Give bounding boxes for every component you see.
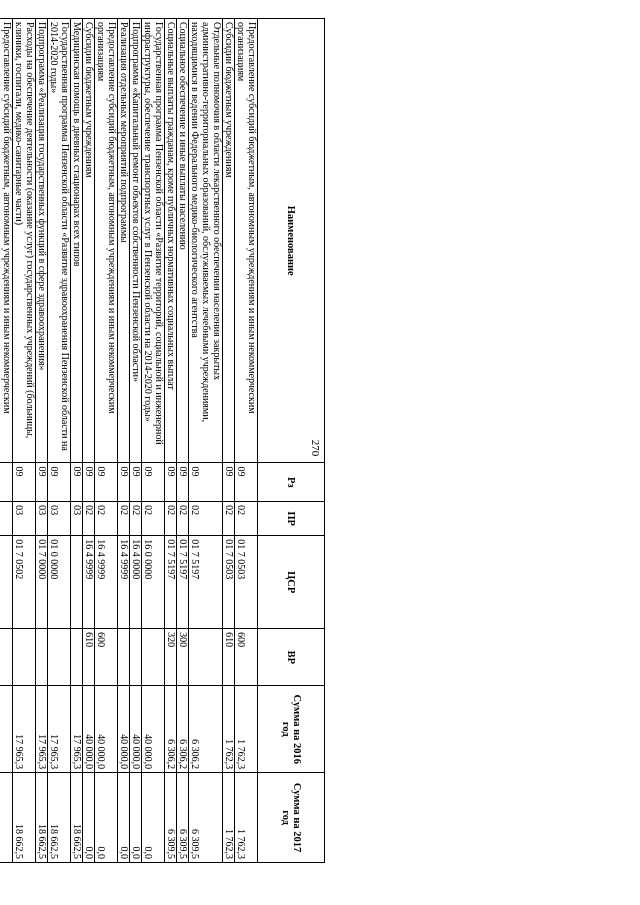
cell-csr: 16 4 9999	[118, 536, 130, 629]
cell-sum-2017	[0, 773, 13, 863]
cell-pr: 02	[130, 502, 142, 536]
cell-vr	[130, 629, 142, 686]
cell-rz: 09	[142, 463, 165, 502]
cell-sum-2016: 6 306,2	[189, 686, 223, 773]
table-row	[0, 19, 13, 863]
cell-sum-2017: 18 662,5	[48, 773, 71, 863]
cell-rz: 09	[118, 463, 130, 502]
cell-name: Подпрограмма «Реализация государственных функций в сфере здравоохранения»	[36, 19, 48, 463]
cell-sum-2016: 40 000,0	[95, 686, 118, 773]
table-row	[13, 19, 36, 863]
cell-csr	[0, 536, 13, 629]
table-row	[118, 19, 130, 863]
cell-sum-2017: 0,0	[83, 773, 95, 863]
cell-sum-2017: 6 309,5	[189, 773, 223, 863]
cell-name: Субсидии бюджетным учреждениям	[83, 19, 95, 463]
cell-vr	[0, 629, 13, 686]
cell-pr: 03	[13, 502, 36, 536]
cell-name: Расходы на обеспечение деятельности (оказание услуг) государственных учреждений (больницы, клиники, госпитали, медико-санитарные части)	[13, 19, 36, 463]
cell-vr: 610	[223, 629, 235, 686]
cell-rz: 09	[223, 463, 235, 502]
table-row	[130, 19, 142, 863]
cell-sum-2017: 6 309,5	[177, 773, 189, 863]
cell-csr: 16 4 9999	[83, 536, 95, 629]
header-csr: ЦСР	[258, 536, 325, 629]
cell-rz: 09	[71, 463, 83, 502]
cell-csr: 01 7 5197	[165, 536, 177, 629]
cell-sum-2016: 1 762,3	[235, 686, 258, 773]
cell-vr	[36, 629, 48, 686]
cell-rz: 09	[235, 463, 258, 502]
table-row	[223, 19, 235, 863]
cell-name: Предоставление субсидий бюджетным, автономным учреждениям и иным некоммерческим	[0, 19, 13, 463]
cell-csr: 01 7 5197	[177, 536, 189, 629]
cell-rz: 09	[165, 463, 177, 502]
table-row	[177, 19, 189, 863]
cell-csr: 16 4 0000	[130, 536, 142, 629]
header-vr: ВР	[258, 629, 325, 686]
cell-sum-2017: 1 762,3	[235, 773, 258, 863]
cell-pr: 02	[235, 502, 258, 536]
cell-pr: 03	[71, 502, 83, 536]
cell-sum-2016	[0, 686, 13, 773]
cell-csr: 01 0 0000	[48, 536, 71, 629]
table-row	[235, 19, 258, 863]
cell-rz	[0, 463, 13, 502]
budget-table	[0, 18, 325, 863]
cell-name: Государственная программа Пензенской области «Развитие здравоохранения Пензенской области на 2014-2020 годы»	[48, 19, 71, 463]
cell-sum-2017: 18 662,5	[13, 773, 36, 863]
cell-name: Государственная программа Пензенской области «Развитие территорий, социальной и инженерной инфраструктуры, обеспечение транспортных услуг в Пензенской области на 2014-2020 годы»	[142, 19, 165, 463]
cell-csr: 01 7 0503	[235, 536, 258, 629]
cell-csr: 16 4 9999	[95, 536, 118, 629]
cell-sum-2016: 17 965,3	[48, 686, 71, 773]
cell-sum-2016: 40 000,0	[142, 686, 165, 773]
cell-name: Предоставление субсидий бюджетным, автономным учреждениям и иным некоммерческим организациям	[235, 19, 258, 463]
table-row	[165, 19, 177, 863]
cell-sum-2017: 0,0	[95, 773, 118, 863]
table-row	[48, 19, 71, 863]
cell-sum-2016: 17 965,3	[13, 686, 36, 773]
cell-sum-2017: 18 662,5	[71, 773, 83, 863]
cell-pr: 02	[223, 502, 235, 536]
header-sum-2016: Сумма на 2016 год	[258, 686, 325, 773]
cell-vr	[189, 629, 223, 686]
cell-sum-2016: 6 306,2	[165, 686, 177, 773]
cell-pr: 03	[36, 502, 48, 536]
table-row	[36, 19, 48, 863]
cell-sum-2016: 40 000,0	[118, 686, 130, 773]
cell-csr: 01 7 0502	[13, 536, 36, 629]
cell-pr: 02	[142, 502, 165, 536]
table-row	[142, 19, 165, 863]
cell-name: Подпрограмма «Капитальный ремонт объектов собственности Пензенской области»	[130, 19, 142, 463]
page-number: 270	[309, 439, 321, 457]
cell-rz: 09	[48, 463, 71, 502]
cell-sum-2016: 17 965,3	[71, 686, 83, 773]
cell-rz: 09	[130, 463, 142, 502]
cell-rz: 09	[83, 463, 95, 502]
cell-sum-2017: 6 309,5	[165, 773, 177, 863]
table-row	[71, 19, 83, 863]
cell-csr	[71, 536, 83, 629]
cell-sum-2017: 18 662,5	[36, 773, 48, 863]
cell-rz: 09	[189, 463, 223, 502]
header-pr: ПР	[258, 502, 325, 536]
cell-vr: 300	[177, 629, 189, 686]
cell-vr	[13, 629, 36, 686]
cell-sum-2016: 40 000,0	[130, 686, 142, 773]
cell-name: Реализация отдельных мероприятий подпрограммы	[118, 19, 130, 463]
cell-pr: 02	[177, 502, 189, 536]
cell-pr	[0, 502, 13, 536]
table-header-row	[258, 19, 325, 863]
cell-pr: 02	[118, 502, 130, 536]
cell-vr: 320	[165, 629, 177, 686]
header-sum-2017: Сумма на 2017 год	[258, 773, 325, 863]
header-name: Наименование	[258, 19, 325, 463]
cell-rz: 09	[95, 463, 118, 502]
cell-vr	[71, 629, 83, 686]
cell-name: Предоставление субсидий бюджетным, автономным учреждениям и иным некоммерческим организациям	[95, 19, 118, 463]
cell-name: Медицинская помощь в дневных стационарах всех типов	[71, 19, 83, 463]
header-rz: Рз	[258, 463, 325, 502]
cell-sum-2016: 17 965,3	[36, 686, 48, 773]
cell-rz: 09	[177, 463, 189, 502]
cell-vr: 600	[235, 629, 258, 686]
cell-sum-2017: 0,0	[118, 773, 130, 863]
cell-vr	[48, 629, 71, 686]
table-row	[189, 19, 223, 863]
cell-pr: 02	[83, 502, 95, 536]
cell-csr: 01 7 0503	[223, 536, 235, 629]
cell-vr	[142, 629, 165, 686]
cell-sum-2016: 1 762,3	[223, 686, 235, 773]
cell-sum-2017: 1 762,3	[223, 773, 235, 863]
table-row	[95, 19, 118, 863]
cell-name: Социальное обеспечение и иные выплаты населению	[177, 19, 189, 463]
cell-vr: 610	[83, 629, 95, 686]
cell-name: Субсидии бюджетным учреждениям	[223, 19, 235, 463]
cell-pr: 03	[48, 502, 71, 536]
cell-csr: 01 7 5197	[189, 536, 223, 629]
table-row	[83, 19, 95, 863]
cell-pr: 02	[165, 502, 177, 536]
cell-pr: 02	[95, 502, 118, 536]
cell-vr	[118, 629, 130, 686]
cell-vr: 600	[95, 629, 118, 686]
cell-csr: 16 0 0000	[142, 536, 165, 629]
cell-sum-2016: 6 306,2	[177, 686, 189, 773]
cell-name: Социальные выплаты гражданам, кроме публичных нормативных социальных выплат	[165, 19, 177, 463]
cell-sum-2017: 0,0	[130, 773, 142, 863]
cell-sum-2016: 40 000,0	[83, 686, 95, 773]
cell-rz: 09	[36, 463, 48, 502]
rotated-page	[0, 18, 325, 863]
cell-sum-2017: 0,0	[142, 773, 165, 863]
cell-name: Отдельные полномочия в области лекарственного обеспечения населения закрытых административно-территориальных образований, обслуживаемых лечебными учреждениями, находящимися в ведении Федерального медико-биологического агентства	[189, 19, 223, 463]
cell-csr: 01 7 0000	[36, 536, 48, 629]
cell-rz: 09	[13, 463, 36, 502]
cell-pr: 02	[189, 502, 223, 536]
